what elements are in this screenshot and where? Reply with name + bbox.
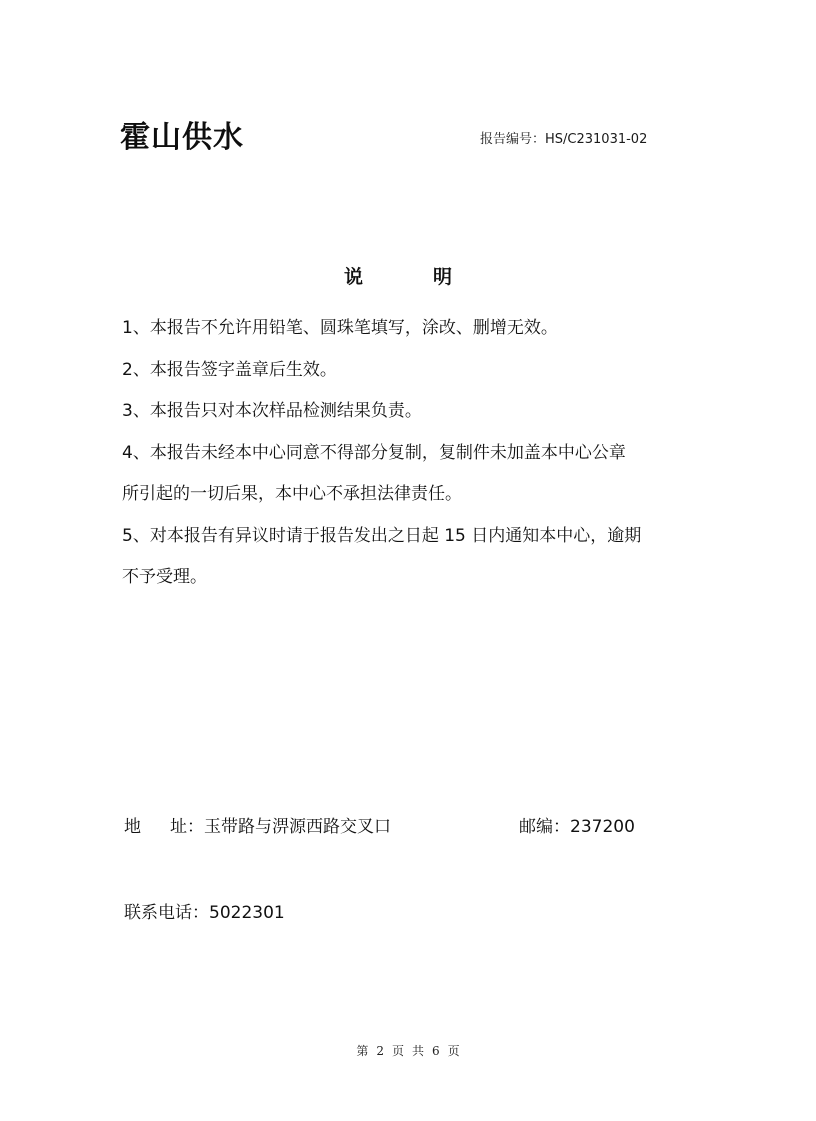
note-line: 1、本报告不允许用铅笔、圆珠笔填写，涂改、删增无效。 [122,318,558,338]
address-value: 玉带路与淠源西路交叉口 [204,817,391,837]
brand-title: 霍山供水 [120,120,244,155]
current-page: 2 [376,1044,384,1058]
total-pages: 6 [432,1044,440,1058]
note-line: 4、本报告未经本中心同意不得部分复制，复制件未加盖本中心公章 [122,442,626,463]
footer-text: 页 [391,1044,404,1058]
section-title: 说明 [343,266,522,288]
note-line: 2、本报告签字盖章后生效。 [122,359,337,380]
address-label [124,812,204,837]
phone-number: 联系电话：5022301 [124,903,285,923]
footer-text: 第 [356,1044,369,1058]
report-number: 报告编号：HS/C231031-02 [480,132,648,147]
footer-text: 共 [412,1044,425,1058]
note-line: 3、本报告只对本次样品检测结果负责。 [122,401,422,421]
address-row [124,812,391,837]
address-label-part: 地 [124,817,141,837]
footer-text: 页 [447,1044,460,1058]
notes-list [122,308,712,599]
note-line: 所引起的一切后果，本中心不承担法律责任。 [122,484,462,504]
note-line: 不予受理。 [122,567,207,587]
page-footer [0,1042,816,1059]
address-label-part: 址： [170,817,204,837]
note-line: 5、对本报告有异议时请于报告发出之日起 15 日内通知本中心，逾期 [122,525,642,546]
postcode: 邮编：237200 [519,817,635,837]
